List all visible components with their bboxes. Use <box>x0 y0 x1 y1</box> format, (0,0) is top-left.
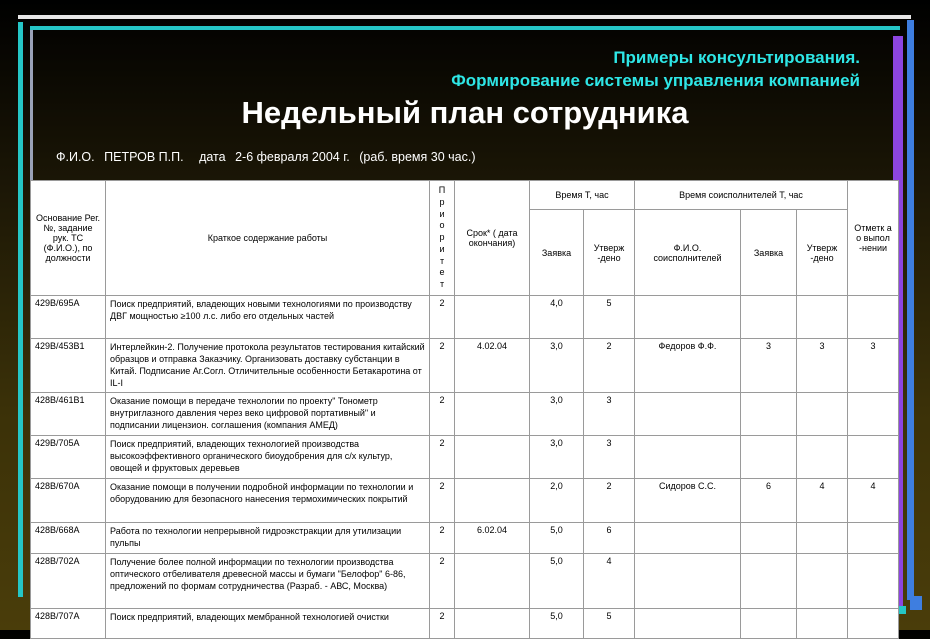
cell-basis: 429В/453В1 <box>31 339 106 393</box>
cell-co-name <box>635 436 741 479</box>
header-content: Краткое содержание работы <box>106 181 430 296</box>
cell-basis: 428В/461В1 <box>31 393 106 436</box>
cell-co-request <box>741 393 797 436</box>
cell-co-request <box>741 436 797 479</box>
top-cyan-bar <box>30 26 900 30</box>
header-deadline: Срок* ( дата окончания) <box>455 181 530 296</box>
header-basis: Основание Рег. №, задание рук. ТС (Ф.И.О.), по должности <box>31 181 106 296</box>
cell-basis: 429В/695А <box>31 296 106 339</box>
cell-deadline <box>455 393 530 436</box>
cell-priority: 2 <box>430 296 455 339</box>
header-time-approved: Утверж -дено <box>584 210 635 296</box>
cell-basis: 428В/668А <box>31 523 106 554</box>
name-label: Ф.И.О. <box>56 150 95 164</box>
header-mark: Отметк а о выпол -нении <box>848 181 899 296</box>
header-priority <box>430 181 455 296</box>
subtitle-line-2: Формирование системы управления компанией <box>451 71 860 90</box>
header-co-request: Заявка <box>741 210 797 296</box>
cell-basis: 428В/707А <box>31 609 106 639</box>
cell-co-approved <box>797 554 848 609</box>
cell-co-approved: 4 <box>797 479 848 523</box>
cell-co-name <box>635 554 741 609</box>
table-row <box>31 393 899 436</box>
weekly-plan-table <box>30 180 899 639</box>
cell-co-approved <box>797 436 848 479</box>
cell-mark <box>848 554 899 609</box>
cell-co-approved <box>797 523 848 554</box>
table-row <box>31 339 899 393</box>
cell-priority: 2 <box>430 554 455 609</box>
cell-co-name: Федоров Ф.Ф. <box>635 339 741 393</box>
cell-co-name: Сидоров С.С. <box>635 479 741 523</box>
cell-approved: 3 <box>584 393 635 436</box>
subtitle-line-1: Примеры консультирования. <box>613 48 860 67</box>
table-row <box>31 436 899 479</box>
cell-approved: 5 <box>584 609 635 639</box>
header-co-group: Время соисполнителей Т, час <box>635 181 848 210</box>
cell-co-approved <box>797 609 848 639</box>
top-white-bar <box>18 15 911 19</box>
cell-co-approved: 3 <box>797 339 848 393</box>
cell-content: Работа по технологии непрерывной гидроэкстракции для утилизации пульпы <box>106 523 430 554</box>
cell-deadline <box>455 436 530 479</box>
cell-co-approved <box>797 393 848 436</box>
cell-request: 3,0 <box>530 436 584 479</box>
cell-deadline <box>455 296 530 339</box>
cell-deadline: 4.02.04 <box>455 339 530 393</box>
cell-content: Поиск предприятий, владеющих технологией производства высокоэффективного органического биоудобрения для с/х культур, овощей и фруктовых деревьев <box>106 436 430 479</box>
cell-co-request <box>741 554 797 609</box>
cell-request: 3,0 <box>530 393 584 436</box>
cell-mark <box>848 609 899 639</box>
date-label: дата <box>199 150 226 164</box>
cell-basis: 428В/702А <box>31 554 106 609</box>
cell-request: 5,0 <box>530 609 584 639</box>
cell-co-name <box>635 393 741 436</box>
cell-mark <box>848 296 899 339</box>
cell-co-approved <box>797 296 848 339</box>
cell-priority: 2 <box>430 479 455 523</box>
cell-approved: 2 <box>584 339 635 393</box>
cell-basis: 429В/705А <box>31 436 106 479</box>
table-row <box>31 554 899 609</box>
header-co-approved: Утверж -дено <box>797 210 848 296</box>
corner-square-blue <box>910 596 922 610</box>
cell-content: Поиск предприятий, владеющих мембранной технологией очистки <box>106 609 430 639</box>
cell-priority: 2 <box>430 339 455 393</box>
cell-approved: 4 <box>584 554 635 609</box>
cell-priority: 2 <box>430 436 455 479</box>
cell-mark <box>848 523 899 554</box>
header-time-group: Время Т, час <box>530 181 635 210</box>
cell-co-request <box>741 523 797 554</box>
cell-mark <box>848 393 899 436</box>
cell-priority: 2 <box>430 523 455 554</box>
cell-content: Интерлейкин-2. Получение протокола результатов тестирования китайский образцов и отправка Заказчику. Организовать доставку субстанции в Китай. Подписание Аг.Согл. Отличительные особенности Бетакаротина от IL-I <box>106 339 430 393</box>
cell-content: Поиск предприятий, владеющих новыми технологиями по производству ДВГ мощностью ≥100 л.с. либо его отдельных частей <box>106 296 430 339</box>
name-value: ПЕТРОВ П.П. <box>104 150 184 164</box>
cell-mark <box>848 436 899 479</box>
cell-content: Получение более полной информации по технологии производства оптического отбеливателя древесной массы и бумаги "Белофор" 6-86, предложений по формам сотрудничества (Разраб. - АВС, Москва) <box>106 554 430 609</box>
corner-square <box>898 606 906 614</box>
cell-mark: 3 <box>848 339 899 393</box>
cell-basis: 428В/670А <box>31 479 106 523</box>
cell-co-name <box>635 609 741 639</box>
cell-co-name <box>635 296 741 339</box>
cell-priority: 2 <box>430 609 455 639</box>
table-row <box>31 609 899 639</box>
cell-content: Оказание помощи в получении подробной информации по технологии и оборудованию для безопасного нанесения термохимических покрытий <box>106 479 430 523</box>
cell-co-name <box>635 523 741 554</box>
cell-request: 4,0 <box>530 296 584 339</box>
cell-request: 3,0 <box>530 339 584 393</box>
cell-co-request <box>741 609 797 639</box>
work-hours: (раб. время 30 час.) <box>359 150 476 164</box>
cell-request: 2,0 <box>530 479 584 523</box>
employee-info <box>56 150 482 164</box>
cell-priority: 2 <box>430 393 455 436</box>
cell-deadline <box>455 554 530 609</box>
cell-co-request <box>741 296 797 339</box>
table-row <box>31 296 899 339</box>
header-time-request: Заявка <box>530 210 584 296</box>
cell-deadline <box>455 479 530 523</box>
cell-request: 5,0 <box>530 554 584 609</box>
table-row <box>31 523 899 554</box>
cell-deadline <box>455 609 530 639</box>
cell-deadline: 6.02.04 <box>455 523 530 554</box>
cell-approved: 5 <box>584 296 635 339</box>
cell-co-request: 6 <box>741 479 797 523</box>
cell-approved: 3 <box>584 436 635 479</box>
header-co-name: Ф.И.О. соисполнителей <box>635 210 741 296</box>
cell-mark: 4 <box>848 479 899 523</box>
header-priority-text: Приоритет <box>438 184 446 290</box>
cell-approved: 6 <box>584 523 635 554</box>
date-value: 2-6 февраля 2004 г. <box>235 150 350 164</box>
cell-co-request: 3 <box>741 339 797 393</box>
table-row <box>31 479 899 523</box>
slide-title: Недельный план сотрудника <box>241 95 689 130</box>
cell-content: Оказание помощи в передаче технологии по проекту" Тонометр внутриглазного давления через веко цифровой портативный" и подписании лицензион. соглашения (компания АМЕД) <box>106 393 430 436</box>
slide-subtitle <box>451 46 860 92</box>
cell-request: 5,0 <box>530 523 584 554</box>
cell-approved: 2 <box>584 479 635 523</box>
